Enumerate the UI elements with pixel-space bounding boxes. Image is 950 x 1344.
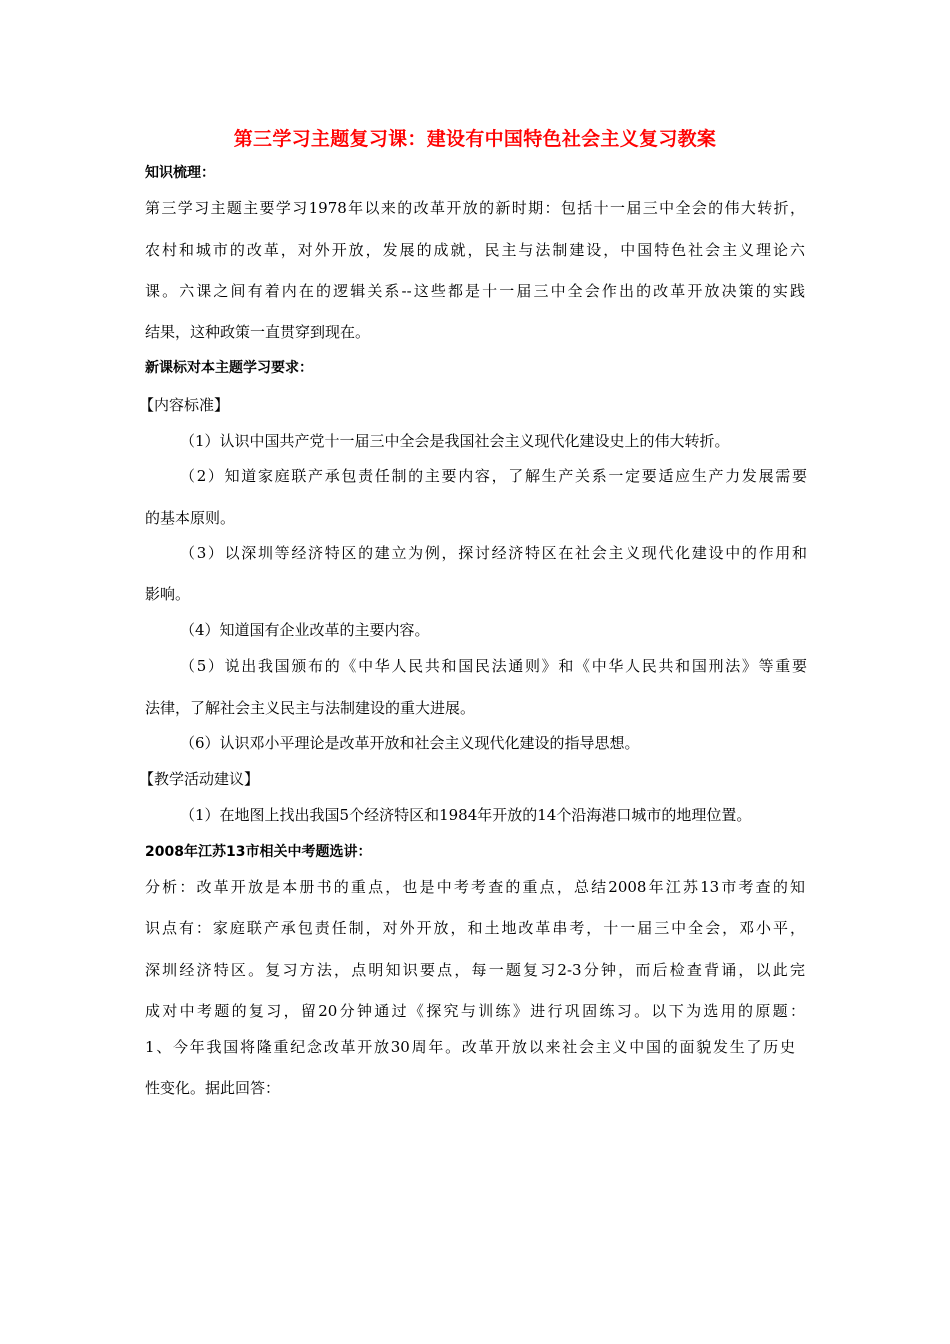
paragraph-line: 第三学习主题主要学习1978年以来的改革开放的新时期：包括十一届三中全会的伟大转折， <box>145 199 805 217</box>
paragraph-line: 农村和城市的改革，对外开放，发展的成就，民主与法制建设，中国特色社会主义理论六 <box>145 241 805 259</box>
content-item: （1）认识中国共产党十一届三中全会是我国社会主义现代化建设史上的伟大转折。 <box>180 432 730 450</box>
analysis-line: 分析：改革开放是本册书的重点，也是中考考查的重点，总结2008年江苏13市考查的知 <box>145 878 805 896</box>
paragraph-line: 结果，这种政策一直贯穿到现在。 <box>145 323 371 341</box>
content-item: （6）认识邓小平理论是改革开放和社会主义现代化建设的指导思想。 <box>180 734 640 752</box>
content-item: （3）以深圳等经济特区的建立为例，探讨经济特区在社会主义现代化建设中的作用和 <box>180 544 807 562</box>
analysis-line: 1、今年我国将隆重纪念改革开放30周年。改革开放以来社会主义中国的面貌发生了历史 <box>145 1038 795 1056</box>
content-item: （4）知道国有企业改革的主要内容。 <box>180 621 430 639</box>
analysis-line: 性变化。据此回答： <box>145 1079 281 1097</box>
analysis-line: 成对中考题的复习，留20分钟通过《探究与训练》进行巩固练习。以下为选用的原题： <box>145 1002 805 1020</box>
content-item: （2）知道家庭联产承包责任制的主要内容，了解生产关系一定要适应生产力发展需要 <box>180 467 807 485</box>
content-item: 的基本原则。 <box>145 509 236 527</box>
paragraph-line: 课。六课之间有着内在的逻辑关系--这些都是十一届三中全会作出的改革开放决策的实践 <box>145 282 805 300</box>
analysis-line: 识点有：家庭联产承包责任制，对外开放，和土地改革串考，十一届三中全会，邓小平， <box>145 919 805 937</box>
content-item: （5）说出我国颁布的《中华人民共和国民法通则》和《中华人民共和国刑法》等重要 <box>180 657 807 675</box>
exam-heading: 2008年江苏13市相关中考题选讲： <box>145 844 372 860</box>
standard-heading: 新课标对本主题学习要求： <box>145 360 313 376</box>
content-item: 法律，了解社会主义民主与法制建设的重大进展。 <box>145 699 476 717</box>
content-item: 影响。 <box>145 585 191 603</box>
knowledge-heading: 知识梳理： <box>145 165 215 181</box>
page-title: 第三学习主题复习课：建设有中国特色社会主义复习教案 <box>233 128 717 150</box>
activity-item: （1）在地图上找出我国5个经济特区和1984年开放的14个沿海港口城市的地理位置。 <box>180 806 752 824</box>
content-standard-label: 【内容标准】 <box>139 396 230 414</box>
activity-label: 【教学活动建议】 <box>139 770 260 788</box>
analysis-line: 深圳经济特区。复习方法，点明知识要点，每一题复习2-3分钟，而后检查背诵，以此完 <box>145 961 805 979</box>
